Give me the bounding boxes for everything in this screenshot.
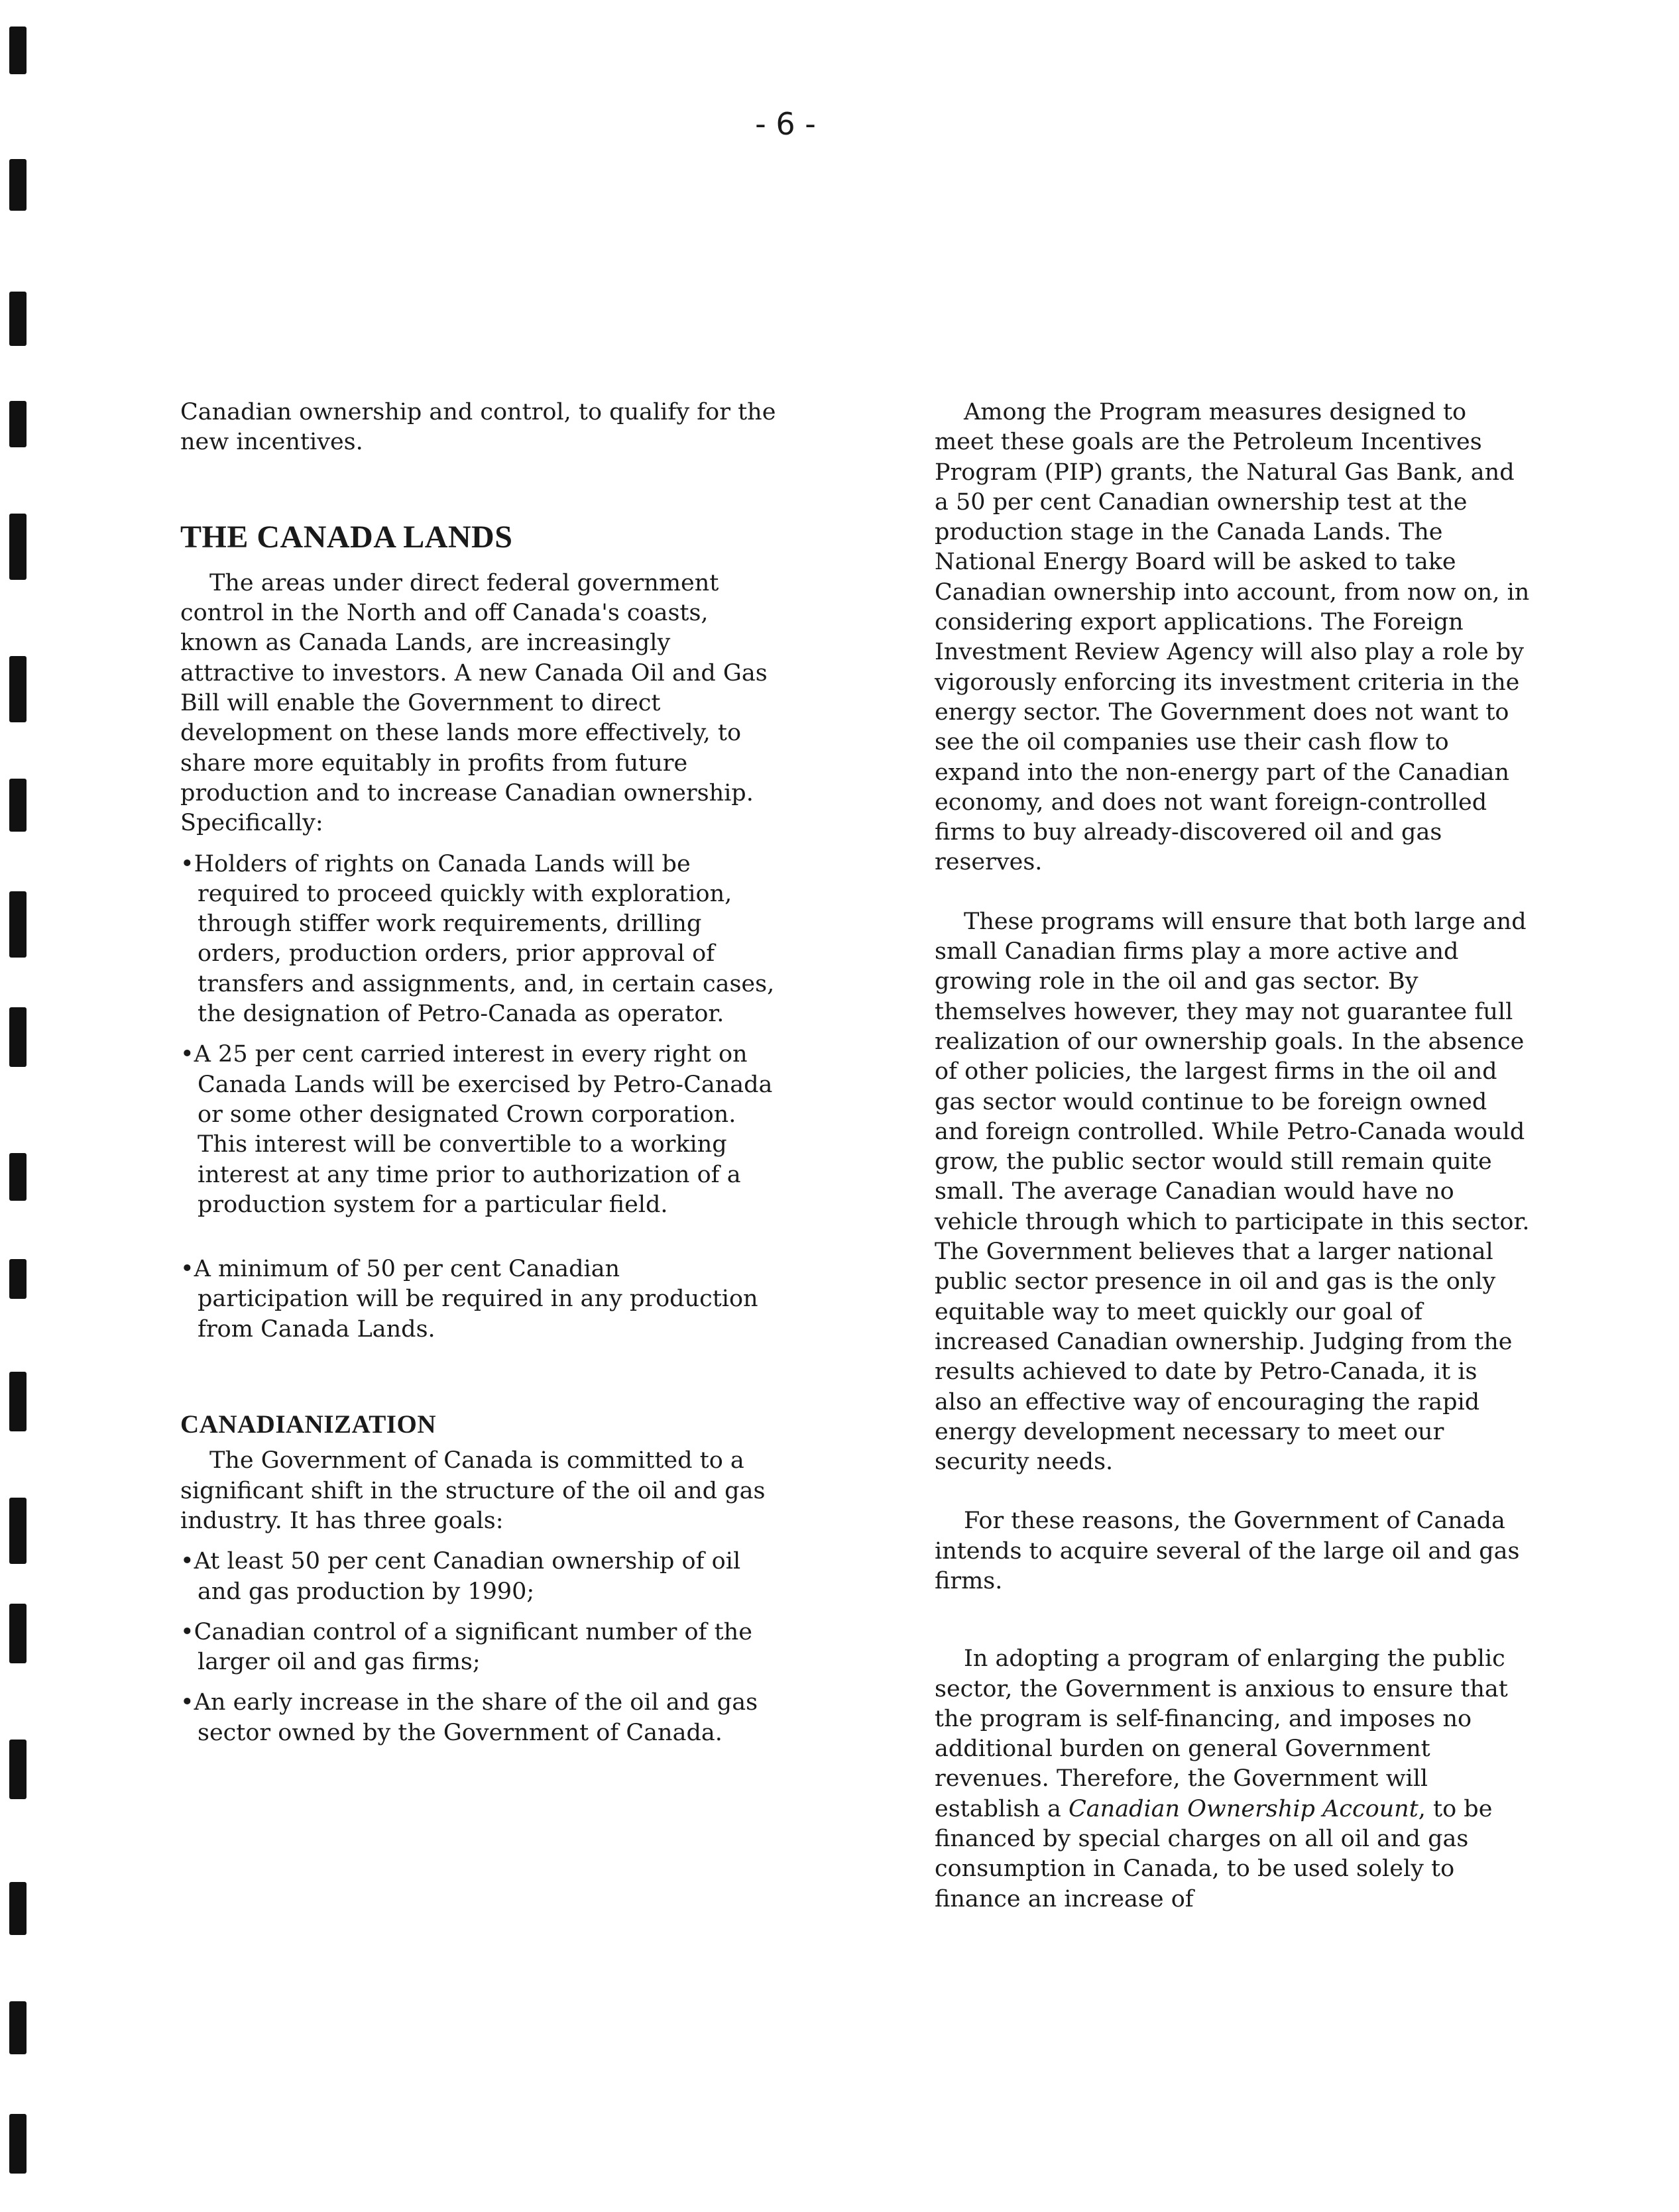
body-paragraph: Among the Program measures designed to meet these goals are the Petroleum Incentives Program (PIP) grants, the Natural Gas Bank, and a 50 per cent Canadian ownership test at the production stage in the Canada Lands. The National Energy Board will be asked to take Canadian ownership into account, from now on, in considering export applications. The Foreign Investment Review Agency will also play a role by vigorously enforcing its investment criteria in the energy sector. The Government does not want to see the oil companies use their cash flow to expand into the non-energy part of the Canadian economy, and does not want foreign-controlled firms to buy already-discovered oil and gas reserves. — [935, 399, 1530, 876]
binding-hole — [9, 891, 27, 958]
binding-hole — [9, 1604, 27, 1663]
final-paragraph-text: In adopting a program of enlarging the public sector, the Government is anxious to ensure that the program is self-financing, and imposes no additional burden on general Government revenues. Therefore, the Government will establish a — [935, 1645, 1508, 1822]
binding-hole — [9, 2114, 27, 2174]
binding-hole — [9, 1007, 27, 1067]
binding-hole — [9, 1882, 27, 1935]
binding-hole — [9, 1259, 27, 1299]
binding-hole — [9, 159, 27, 211]
binding-hole — [9, 1153, 27, 1201]
binding-hole — [9, 1498, 27, 1564]
body-paragraph-final — [935, 1644, 1531, 1914]
section-heading-canadianization: CANADIANIZATION — [180, 1410, 436, 1439]
right-column — [935, 398, 1531, 1914]
binding-hole — [9, 292, 27, 346]
binding-hole — [9, 2001, 27, 2054]
binding-hole — [9, 401, 27, 447]
binding-hole — [9, 1372, 27, 1431]
binding-hole — [9, 779, 27, 832]
binding-hole — [9, 27, 27, 74]
canada-lands-bullet: •A 25 per cent carried interest in every right on Canada Lands will be exercised by Petro-Canada or some other designated Crown corporation. This interest will be convertible to a working interest at any time prior to authorization of a production system for a particular field. — [180, 1041, 773, 1218]
canadianization-bullet: •An early increase in the share of the oil and gas sector owned by the Government of Canada. — [180, 1689, 758, 1746]
binding-hole — [9, 656, 27, 722]
canadianization-bullet: •Canadian control of a significant number of the larger oil and gas firms; — [180, 1618, 752, 1676]
binding-hole — [9, 1740, 27, 1799]
section-heading-canada-lands: THE CANADA LANDS — [180, 519, 513, 555]
page-number: - 6 - — [755, 106, 816, 142]
intro-paragraph: Canadian ownership and control, to qualify for the new incentives. — [180, 399, 776, 456]
canadianization-bullet: •At least 50 per cent Canadian ownership of oil and gas production by 1990; — [180, 1548, 741, 1605]
binding-holes — [9, 27, 36, 2187]
canadian-ownership-account-term: Canadian Ownership Account — [1069, 1795, 1418, 1822]
binding-hole — [9, 514, 27, 580]
canada-lands-bullet: •Holders of rights on Canada Lands will be required to proceed quickly with exploration, through stiffer work requirements, drilling orders, production orders, prior approval of transfers and assignments, and, in certain cases, the designation of Petro-Canada as operator. — [180, 850, 775, 1028]
left-column — [180, 398, 777, 1748]
canada-lands-bullet: •A minimum of 50 per cent Canadian participation will be required in any production from Canada Lands. — [180, 1256, 758, 1343]
canadianization-paragraph: The Government of Canada is committed to a significant shift in the structure of the oil and gas industry. It has three goals: — [180, 1447, 766, 1534]
final-paragraph-text-end: , to be financed by special charges on all oil and gas consumption in Canada, to be used solely to finance an increase of — [935, 1795, 1493, 1912]
canada-lands-paragraph: The areas under direct federal government control in the North and off Canada's coasts, known as Canada Lands, are increasingly attractive to investors. A new Canada Oil and Gas Bill will enable the Government to direct development on these lands more effectively, to share more equitably in profits from future production and to increase Canadian ownership. Specifically: — [180, 569, 768, 837]
body-paragraph: These programs will ensure that both large and small Canadian firms play a more active and growing role in the oil and gas sector. By themselves however, they may not guarantee full realization of our ownership goals. In the absence of other policies, the largest firms in the oil and gas sector would continue to be foreign owned and foreign controlled. While Petro-Canada would grow, the public sector would still remain quite small. The average Canadian would have no vehicle through which to participate in this sector. The Government believes that a larger national public sector presence in oil and gas is the only equitable way to meet quickly our goal of increased Canadian ownership. Judging from the results achieved to date by Petro-Canada, it is also an effective way of encouraging the rapid energy development necessary to meet our security needs. — [935, 908, 1530, 1476]
body-paragraph: For these reasons, the Government of Canada intends to acquire several of the large oil and gas firms. — [935, 1508, 1520, 1594]
